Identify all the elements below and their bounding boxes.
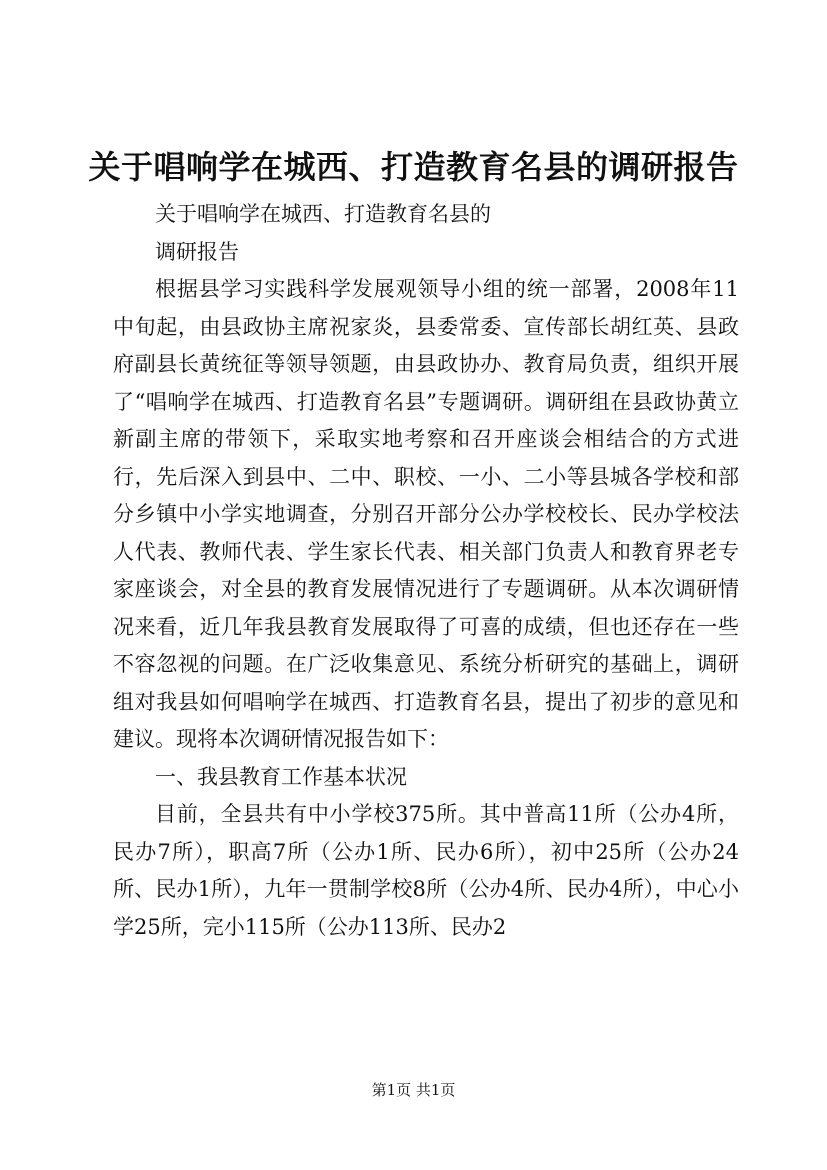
document-title: 关于唱响学在城西、打造教育名县的调研报告 xyxy=(88,148,739,186)
section-paragraph: 目前，全县共有中小学校375所。其中普高11所（公办4所，民办7所），职高7所（公办1所、民办6所），初中25所（公办24所、民办1所），九年一贯制学校8所（公办4所、民办4所），中心小学25所，完小115所（公办113所、民办2 xyxy=(113,802,739,939)
page-footer: 第1页 共1页 xyxy=(371,1081,456,1099)
section-heading: 一、我县教育工作基本状况 xyxy=(155,764,407,789)
subtitle-line-2: 调研报告 xyxy=(155,239,239,264)
document-body xyxy=(113,196,739,946)
intro-paragraph: 根据县学习实践科学发展观领导小组的统一部署，2008年11中旬起，由县政协主席祝家炎，县委常委、宣传部长胡红英、县政府副县长黄统征等领导领题，由县政协办、教育局负责，组织开展了“唱响学在城西、打造教育名县”专题调研。调研组在县政协黄立新副主席的带领下，采取实地考察和召开座谈会相结合的方式进行，先后深入到县中、二中、职校、一小、二小等县城各学校和部分乡镇中小学实地调查，分别召开部分公办学校校长、民办学校法人代表、教师代表、学生家长代表、相关部门负责人和教育界老专家座谈会，对全县的教育发展情况进行了专题调研。从本次调研情况来看，近几年我县教育发展取得了可喜的成绩，但也还存在一些不容忽视的问题。在广泛收集意见、系统分析研究的基础上，调研组对我县如何唱响学在城西、打造教育名县，提出了初步的意见和建议。现将本次调研情况报告如下： xyxy=(113,277,739,751)
subtitle-line-1: 关于唱响学在城西、打造教育名县的 xyxy=(155,202,491,226)
